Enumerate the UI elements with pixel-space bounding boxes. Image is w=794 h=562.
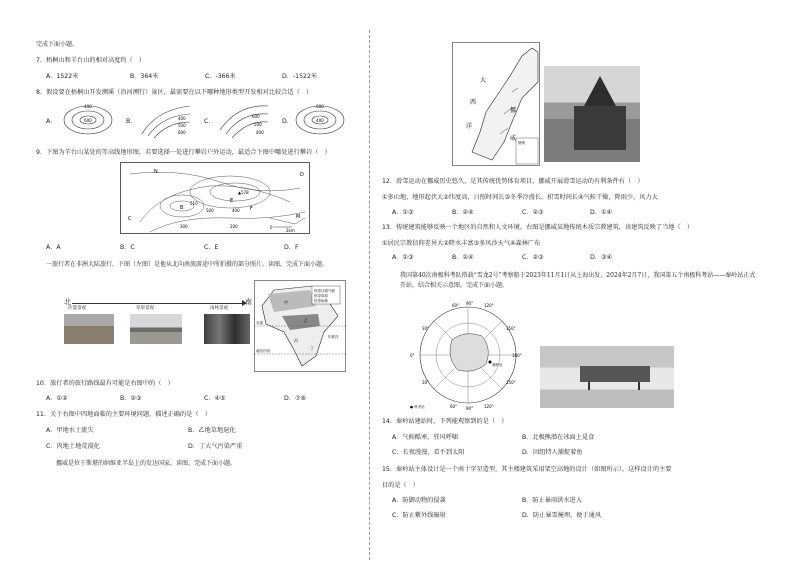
polar-note: ● 科考站 [410, 405, 425, 409]
africa-legend3: 热带雨林 [314, 299, 328, 303]
polar-30: 30° [422, 326, 430, 331]
q8-a-400: 400 [84, 104, 92, 109]
q10-option-b[interactable]: B．②③ [120, 395, 142, 402]
africa-tropic: 南回归线 [256, 349, 270, 353]
q9-option-a[interactable]: A．A [46, 244, 61, 251]
africa-map [254, 280, 346, 372]
q13-line2: ①居民宗教信仰差异大②降水丰富③多风沙天气④森林广布 [382, 240, 541, 247]
polar-60b: 60° [450, 404, 458, 409]
q11-option-d[interactable]: D．丁大气污染严重 [188, 443, 243, 450]
africa-label-bing: 丙 [294, 338, 298, 343]
q8-c-600: 600 [252, 114, 260, 119]
q11-stem: 11．关于右图中四地面临的主要环境问题，描述正确的是（ ） [36, 411, 211, 418]
polar-map [408, 300, 528, 410]
q13-stem: 13．传统建筑能够反映一个地区的自然和人文环境。右图是挪威某地传统木质宗教建筑，该建筑反映了当地（ ） [382, 224, 694, 231]
station-building-icon [580, 366, 650, 382]
polar-0: 0° [410, 353, 415, 358]
q9-north-label: N [154, 169, 158, 175]
norway-sea2: 西 [470, 99, 477, 106]
q12-option-b[interactable]: B．②④ [452, 209, 474, 216]
q15-option-a[interactable]: A．防御动物的侵袭 [392, 497, 446, 504]
q9-h400: 400 [232, 208, 240, 213]
q13-option-d[interactable]: D．③④ [590, 254, 613, 261]
q9-label-f: F [250, 206, 253, 212]
q15-option-d[interactable]: D．防止暴雪掩埋，便于通风 [522, 512, 602, 519]
q8-b-400: 400 [178, 116, 186, 121]
station-pillar-icon-2 [638, 382, 640, 390]
q9-label-b: B [180, 205, 184, 211]
q12-stem: 12．滑雪运动在挪威历史悠久，是其传统优势体育项目，挪威开展滑雪运动的有利条件有（ ） [382, 178, 644, 185]
q9-label-e: E [230, 198, 234, 204]
q7-option-c[interactable]: C．-366米 [205, 73, 236, 80]
africa-label-yi: 乙 [304, 318, 308, 323]
polar-90b: 90° [466, 406, 474, 410]
q12-option-c[interactable]: C．②③ [522, 209, 544, 216]
q9-option-c[interactable]: C．E [204, 244, 219, 251]
q8-option-c[interactable]: C． [204, 118, 215, 125]
norway-sea3: 洋 [466, 123, 473, 130]
q8-contour-b [136, 100, 196, 138]
polar-120b: 120° [484, 404, 494, 409]
q9-scale-zero: 0 [270, 225, 273, 230]
polar-station: 秦岭站 [492, 363, 503, 367]
q13-option-c[interactable]: C．②③ [522, 254, 544, 261]
desert-photo [64, 314, 114, 344]
q9-option-b[interactable]: B．C [120, 244, 135, 251]
africa-equator: 赤道 [256, 321, 263, 325]
intro-norway: 挪威是位于斯堪的纳维亚半岛上的发达国家。读图，完成下面小题。 [56, 460, 237, 467]
polar-150: 150° [506, 326, 516, 331]
norway-country1: 挪 [510, 107, 517, 114]
q13-option-b[interactable]: B．②④ [452, 254, 474, 261]
polar-180: 180° [512, 353, 522, 358]
left-column [30, 0, 360, 562]
q9-peak: ▲578 [238, 190, 249, 195]
intro-africa: 一旅行者在非洲大陆旅行，下图（左图）是他从北向南旅游途中所拍摄的部分照片。读图，完成下面小题。 [46, 261, 329, 268]
q14-option-a[interactable]: A．气候酷寒，狂风呼啸 [392, 434, 459, 441]
africa-legend2: 热带草原 [314, 294, 328, 298]
q8-c-400: 400 [256, 130, 264, 135]
q15-option-b[interactable]: B．防止暴雨洪水进入 [522, 497, 582, 504]
q9-h500: 500 [206, 208, 214, 213]
polar-150b: 150° [506, 380, 516, 385]
q15-option-c[interactable]: C．防止紫外线辐射 [392, 512, 446, 519]
q7-option-d[interactable]: D．-1522米 [282, 73, 318, 80]
africa-legend1: 热带沙漠气候 [314, 289, 335, 293]
photo3-caption: 雨林景观 [210, 306, 228, 311]
column-divider [369, 30, 370, 560]
q9-stem: 9．下图为羊台山某处的等高线地形图，若要选择一处进行攀岩户外运动，最适合下图中哪处进行攀岩（ ） [36, 149, 331, 156]
right-column [376, 0, 766, 562]
q9-contour-map [120, 162, 310, 234]
q11-option-c[interactable]: C．丙地土地荒漠化 [46, 443, 100, 450]
q8-contour-c [214, 100, 274, 138]
polar-30b: 30° [422, 380, 430, 385]
q10-stem: 10．旅行者的旅行路线最有可能是右图中的（ ） [36, 380, 174, 387]
q9-h200: 200 [230, 224, 238, 229]
q14-option-c[interactable]: C．长夜漫漫，看不到太阳 [392, 449, 465, 456]
q8-contour-d [292, 100, 352, 138]
norway-map [452, 42, 540, 166]
polar-120: 120° [484, 303, 494, 308]
q8-option-b[interactable]: B． [126, 118, 137, 125]
qinling-station-photo [540, 346, 674, 408]
photo1-caption: 沙漠景观 [68, 306, 86, 311]
q9-h510: 510 [190, 201, 198, 206]
africa-label-ding: 丁 [310, 346, 314, 351]
q11-option-b[interactable]: B．乙地草地退化 [188, 427, 236, 434]
rainforest-photo [204, 314, 250, 344]
q15-stem: 15．秦岭站主体设计是一个南十字星造型，其主楼建筑采用架空高地的设计（如图所示），这样设计的主要 [382, 466, 672, 473]
q7-option-a[interactable]: A．1522米 [46, 73, 79, 80]
q9-label-m: M [296, 214, 301, 220]
q8-stem: 8．假设要在梧桐山开发溯溪（沿河溯行）景区，最需要在以下哪种地形类型开发相对比较合适（ ） [36, 89, 313, 96]
stave-church-photo [544, 66, 640, 162]
axis-north-label: 北 [64, 298, 71, 306]
photo2-caption: 草原景观 [136, 306, 154, 311]
q12-option-d[interactable]: D．①④ [590, 209, 613, 216]
q14-option-d[interactable]: D．因纽特人捕捉着鱼 [522, 449, 583, 456]
q14-option-b[interactable]: B．北极熊潜在冰面上觅食 [522, 434, 595, 441]
q9-option-d[interactable]: D．F [284, 244, 299, 251]
q10-option-d[interactable]: D．⑦⑧ [284, 395, 307, 402]
q10-option-c[interactable]: C．④⑤ [204, 395, 226, 402]
norway-country2: 威 [510, 135, 517, 142]
q8-contour-a [60, 100, 120, 138]
savanna-photo [130, 314, 182, 344]
q15-line2: 目的是（ ） [382, 482, 420, 489]
church-body-icon [574, 106, 626, 150]
q7-stem: 7．梧桐山和羊台山的相对高度约（ ） [36, 57, 146, 64]
q8-a-600: 600 [84, 118, 92, 123]
polar-90: 90° [466, 301, 474, 306]
q9-h300: 300 [180, 224, 188, 229]
q9-label-d: D [300, 172, 304, 178]
q9-scale: 2km [286, 228, 295, 233]
q12-line2: ①多山地，地形起伏大②纬度高，日照时间长③冬季冷漫长，积雪时间长④气候干燥，降雨少，风力大 [382, 194, 658, 201]
axis-south-label: 南 [245, 298, 252, 306]
africa-ocean: 印度洋 [328, 335, 339, 339]
q8-b-600: 600 [178, 130, 186, 135]
q8-option-d[interactable]: D． [282, 118, 293, 125]
q10-option-a[interactable]: A．①② [46, 395, 68, 402]
intro-antarctica: 我国第40次南极科考队搭载“雪龙2号”考察船于2023年11月1日从上海出发，2024年2月7日，我国第五个南极科考站——秦岭站正式开站，结合相关示意图，完成下面小题。 [400, 272, 756, 290]
q12-option-a[interactable]: A．①③ [392, 209, 414, 216]
polar-60t: 60° [452, 303, 460, 308]
q7-option-b[interactable]: B．364米 [130, 73, 159, 80]
q8-d-400: 400 [316, 118, 324, 123]
station-pillar-icon [588, 382, 590, 390]
africa-label-jia: 甲 [284, 300, 288, 305]
top-line: 完成下面小题。 [36, 41, 79, 48]
norway-legend: 图例 [518, 141, 525, 145]
axis-line [72, 303, 242, 304]
norway-sea1: 大 [480, 77, 487, 84]
q14-stem: 14．秦岭站建站时，下列能观察到的是（ ） [382, 418, 508, 425]
q9-label-c: C [128, 216, 132, 222]
q8-option-a[interactable]: A． [46, 118, 57, 125]
q13-option-a[interactable]: A．①③ [392, 254, 414, 261]
church-roof-icon [584, 76, 616, 106]
q8-c-500: 500 [254, 122, 262, 127]
q8-b-500: 500 [178, 123, 186, 128]
q8-d-600: 600 [316, 104, 324, 109]
q11-option-a[interactable]: A．甲地水土流失 [46, 427, 94, 434]
